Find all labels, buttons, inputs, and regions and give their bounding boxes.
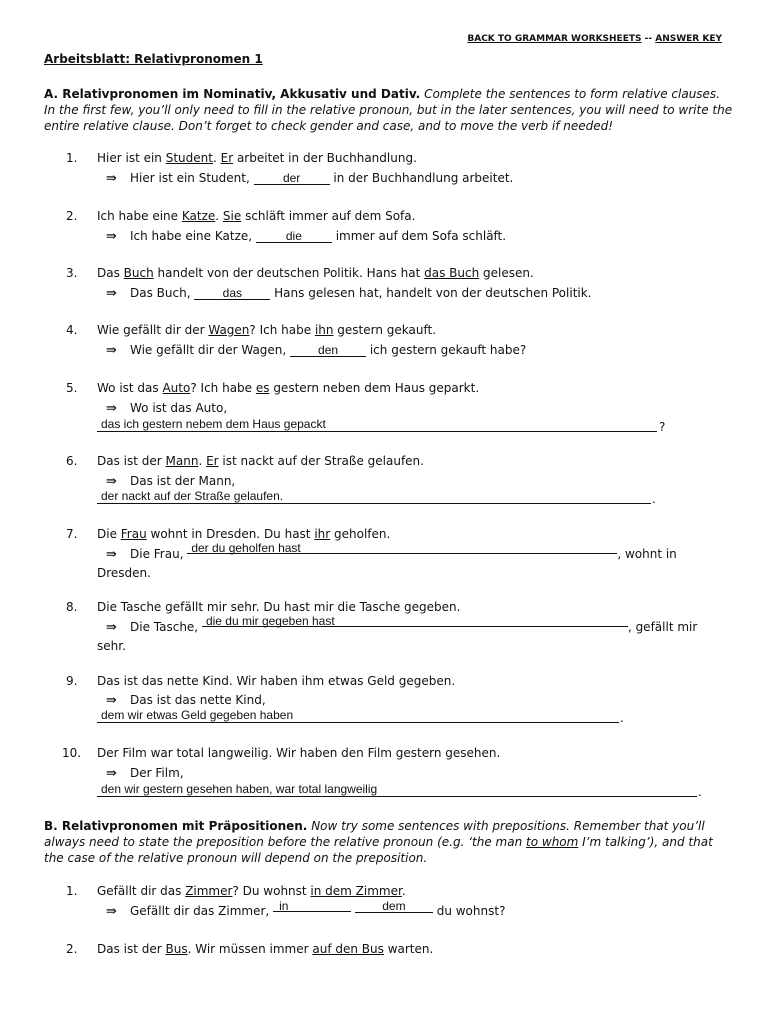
pronoun-blank[interactable]: dem [355,900,433,913]
item-question: Die Tasche gefällt mir sehr. Du hast mir die Tasche gegeben. [97,600,461,614]
arrow-icon: ⇛ [106,547,117,562]
item-number: 10. [62,746,82,760]
item-question: Ich habe eine Katze. Sie schläft immer auf dem Sofa. [97,209,416,223]
item-answer-lead: ⇛ Der Film, [106,766,184,781]
item-answer: ⇛ Ich habe eine Katze, die immer auf dem Sofa schläft. [106,229,507,244]
item-answer: ⇛ Das Buch, das Hans gelesen hat, handelt von der deutschen Politik. [106,286,592,301]
item-question: Das ist der Mann. Er ist nackt auf der Straße gelaufen. [97,454,424,468]
answer-blank[interactable]: das [194,287,270,300]
nav-separator: -- [641,34,656,44]
arrow-icon: ⇛ [106,286,117,301]
item-question: Gefällt dir das Zimmer? Du wohnst in dem Zimmer. [97,884,406,898]
item-number: 5. [66,381,78,395]
item-question: Wo ist das Auto? Ich habe es gestern neben dem Haus geparkt. [97,381,480,395]
arrow-icon: ⇛ [106,693,117,708]
worksheet-title: Arbeitsblatt: Relativpronomen 1 [44,52,263,66]
answer-end: . [698,785,702,799]
item-answer: ⇛ Wie gefällt dir der Wagen, den ich gestern gekauft habe? [106,343,527,358]
answer-continuation: sehr. [97,639,126,653]
answer-line[interactable]: das ich gestern nebem dem Haus gepackt [97,418,657,432]
arrow-icon: ⇛ [106,474,117,489]
item-answer: ⇛ Die Frau, der du geholfen hast , wohnt in [106,541,677,562]
back-to-worksheets-link[interactable]: BACK TO GRAMMAR WORKSHEETS [467,34,642,44]
item-question: Der Film war total langweilig. Wir haben den Film gestern gesehen. [97,746,501,760]
answer-line[interactable]: den wir gestern gesehen haben, war total langweilig [97,783,697,797]
item-question: Die Frau wohnt in Dresden. Du hast ihr geholfen. [97,527,391,541]
section-b-instructions: Now try some sentences with prepositions. Remember that you’ll always need to state the preposition before the relative pronoun (e.g. ‘the man to whom I’m talking’), and that the case of the relative pronoun will depend on the preposition. [44,819,713,865]
answer-end: ? [659,420,666,434]
item-answer-lead: ⇛ Wo ist das Auto, [106,401,228,416]
item-answer: ⇛ Hier ist ein Student, der in der Buchhandlung arbeitet. [106,171,514,186]
preposition-blank[interactable]: in [273,900,351,912]
item-number: 3. [66,266,78,280]
answer-blank[interactable]: die [256,230,332,243]
item-number: 2. [66,942,78,956]
answer-end: . [652,492,656,506]
arrow-icon: ⇛ [106,229,117,244]
answer-key-link[interactable]: ANSWER KEY [655,34,722,44]
answer-line[interactable]: dem wir etwas Geld gegeben haben [97,709,619,723]
section-a-instructions: Complete the sentences to form relative clauses. In the first few, you’ll only need to fill in the relative pronoun, but in the later sentences, you will need to write the entire relative clause. Don’t forget to check gender and case, and to move the verb if needed! [44,87,733,133]
answer-continuation: Dresden. [97,566,151,580]
arrow-icon: ⇛ [106,401,117,416]
arrow-icon: ⇛ [106,904,117,919]
section-b-intro [44,818,734,866]
section-a-heading: A. Relativpronomen im Nominativ, Akkusativ und Dativ. [44,87,421,101]
item-number: 4. [66,323,78,337]
arrow-icon: ⇛ [106,620,117,635]
item-answer: ⇛ Die Tasche, die du mir gegeben hast , gefällt mir [106,614,698,635]
arrow-icon: ⇛ [106,171,117,186]
answer-blank[interactable]: der [254,172,330,185]
answer-blank[interactable]: der du geholfen hast [187,542,617,554]
answer-blank[interactable]: den [290,344,366,357]
item-number: 1. [66,884,78,898]
answer-end: . [620,711,624,725]
item-number: 7. [66,527,78,541]
section-b-heading: B. Relativpronomen mit Präpositionen. [44,819,308,833]
item-question: Das ist das nette Kind. Wir haben ihm etwas Geld gegeben. [97,674,456,688]
answer-blank[interactable]: die du mir gegeben hast [202,615,628,627]
arrow-icon: ⇛ [106,766,117,781]
item-question: Das Buch handelt von der deutschen Politik. Hans hat das Buch gelesen. [97,266,534,280]
answer-line[interactable]: der nackt auf der Straße gelaufen. [97,490,651,504]
item-answer-lead: ⇛ Das ist das nette Kind, [106,693,266,708]
item-number: 2. [66,209,78,223]
item-number: 8. [66,600,78,614]
item-question: Wie gefällt dir der Wagen? Ich habe ihn gestern gekauft. [97,323,437,337]
item-answer: ⇛ Gefällt dir das Zimmer, in dem du wohnst? [106,899,506,919]
arrow-icon: ⇛ [106,343,117,358]
item-number: 6. [66,454,78,468]
item-number: 9. [66,674,78,688]
item-question: Das ist der Bus. Wir müssen immer auf den Bus warten. [97,942,434,956]
item-question: Hier ist ein Student. Er arbeitet in der Buchhandlung. [97,151,417,165]
item-answer-lead: ⇛ Das ist der Mann, [106,474,236,489]
section-a-intro [44,86,734,134]
top-nav [467,34,722,44]
item-number: 1. [66,151,78,165]
